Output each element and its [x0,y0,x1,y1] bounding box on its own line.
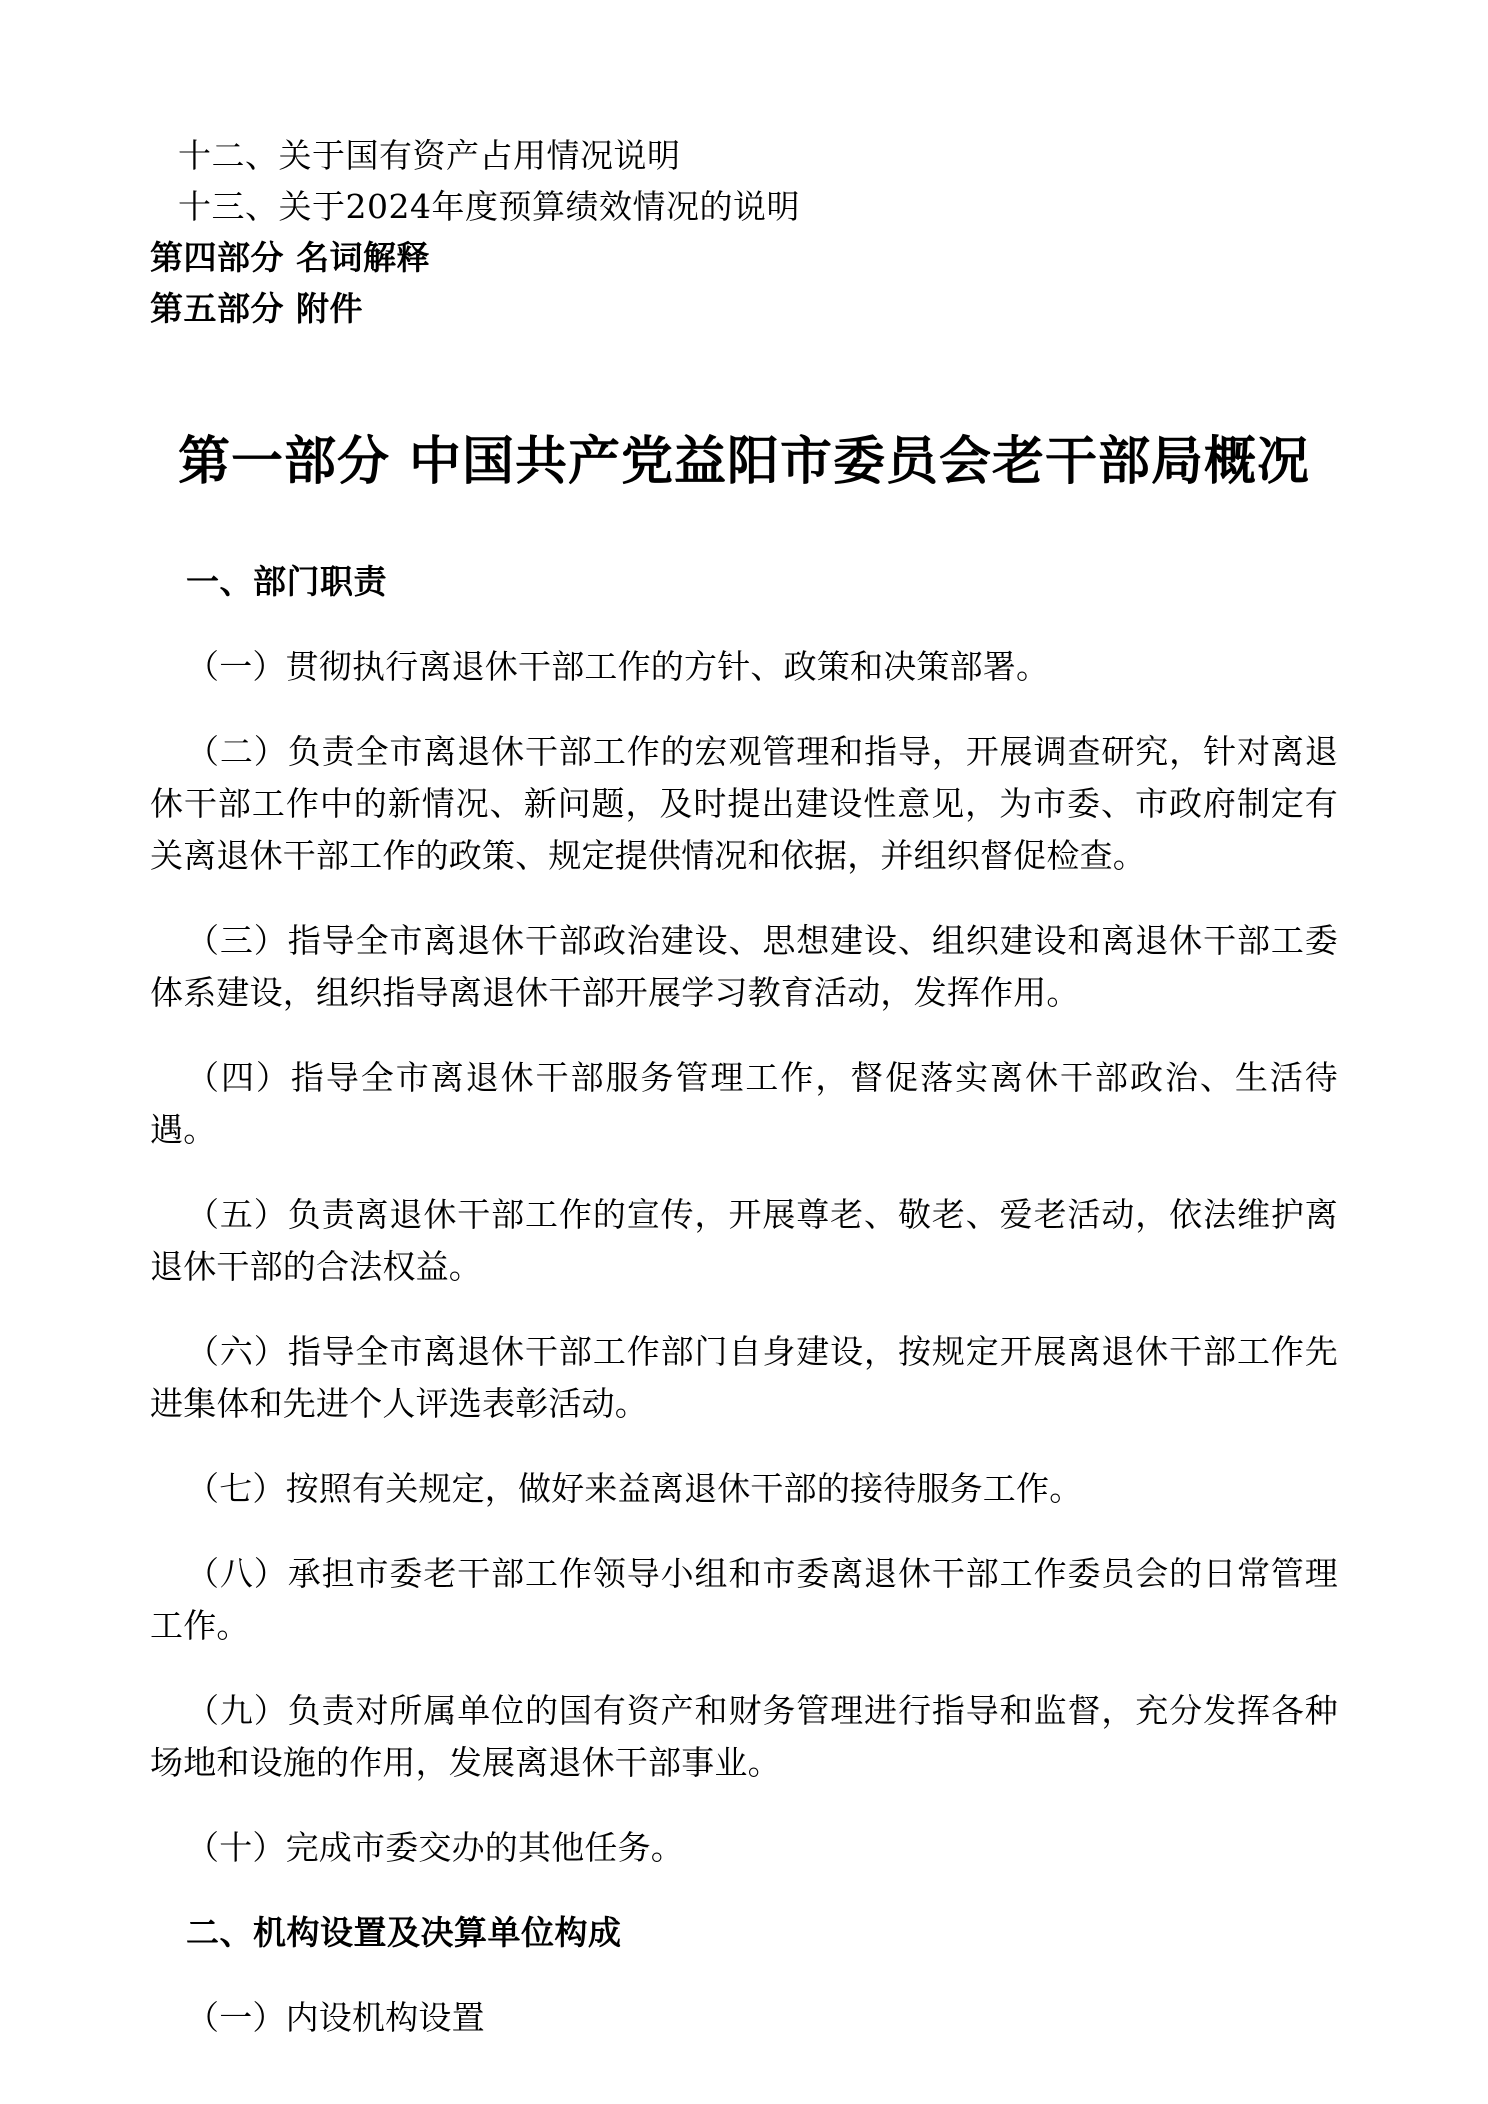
duty-item: （一）贯彻执行离退休干部工作的方针、政策和决策部署。 [186,647,1050,686]
duty-item: （四）指导全市离退休干部服务管理工作，督促落实离休干部政治、生活待遇。 [150,1058,1338,1149]
table-of-contents [150,130,1338,334]
duty-item: （八）承担市委老干部工作领导小组和市委离退休干部工作委员会的日常管理工作。 [150,1554,1338,1645]
duty-item: （三）指导全市离退休干部政治建设、思想建设、组织建设和离退休干部工委体系建设，组织指导离退休干部开展学习教育活动，发挥作用。 [150,921,1338,1012]
duty-item: （九）负责对所属单位的国有资产和财务管理进行指导和监督，充分发挥各种场地和设施的作用，发展离退休干部事业。 [150,1691,1338,1782]
duty-item: （六）指导全市离退休干部工作部门自身建设，按规定开展离退休干部工作先进集体和先进个人评选表彰活动。 [150,1332,1338,1423]
duty-item: （五）负责离退休干部工作的宣传，开展尊老、敬老、爱老活动，依法维护离退休干部的合法权益。 [150,1195,1338,1286]
section-heading-duties: 一、部门职责 [186,562,387,601]
subsection-internal-structure: （一）内设机构设置 [186,1998,485,2037]
toc-item: 第四部分 名词解释 [150,238,430,277]
toc-item: 十二、关于国有资产占用情况说明 [178,136,681,175]
toc-item: 十三、关于2024年度预算绩效情况的说明 [178,187,800,226]
section-heading-structure: 二、机构设置及决算单位构成 [186,1913,622,1952]
page-title: 第一部分 中国共产党益阳市委员会老干部局概况 [177,431,1311,492]
duty-item: （十）完成市委交办的其他任务。 [186,1828,684,1867]
duty-item: （七）按照有关规定，做好来益离退休干部的接待服务工作。 [186,1469,1083,1508]
toc-item: 第五部分 附件 [150,289,363,328]
duty-item: （二）负责全市离退休干部工作的宏观管理和指导，开展调查研究，针对离退休干部工作中的新情况、新问题，及时提出建设性意见，为市委、市政府制定有关离退休干部工作的政策、规定提供情况和依据，并组织督促检查。 [150,732,1338,875]
